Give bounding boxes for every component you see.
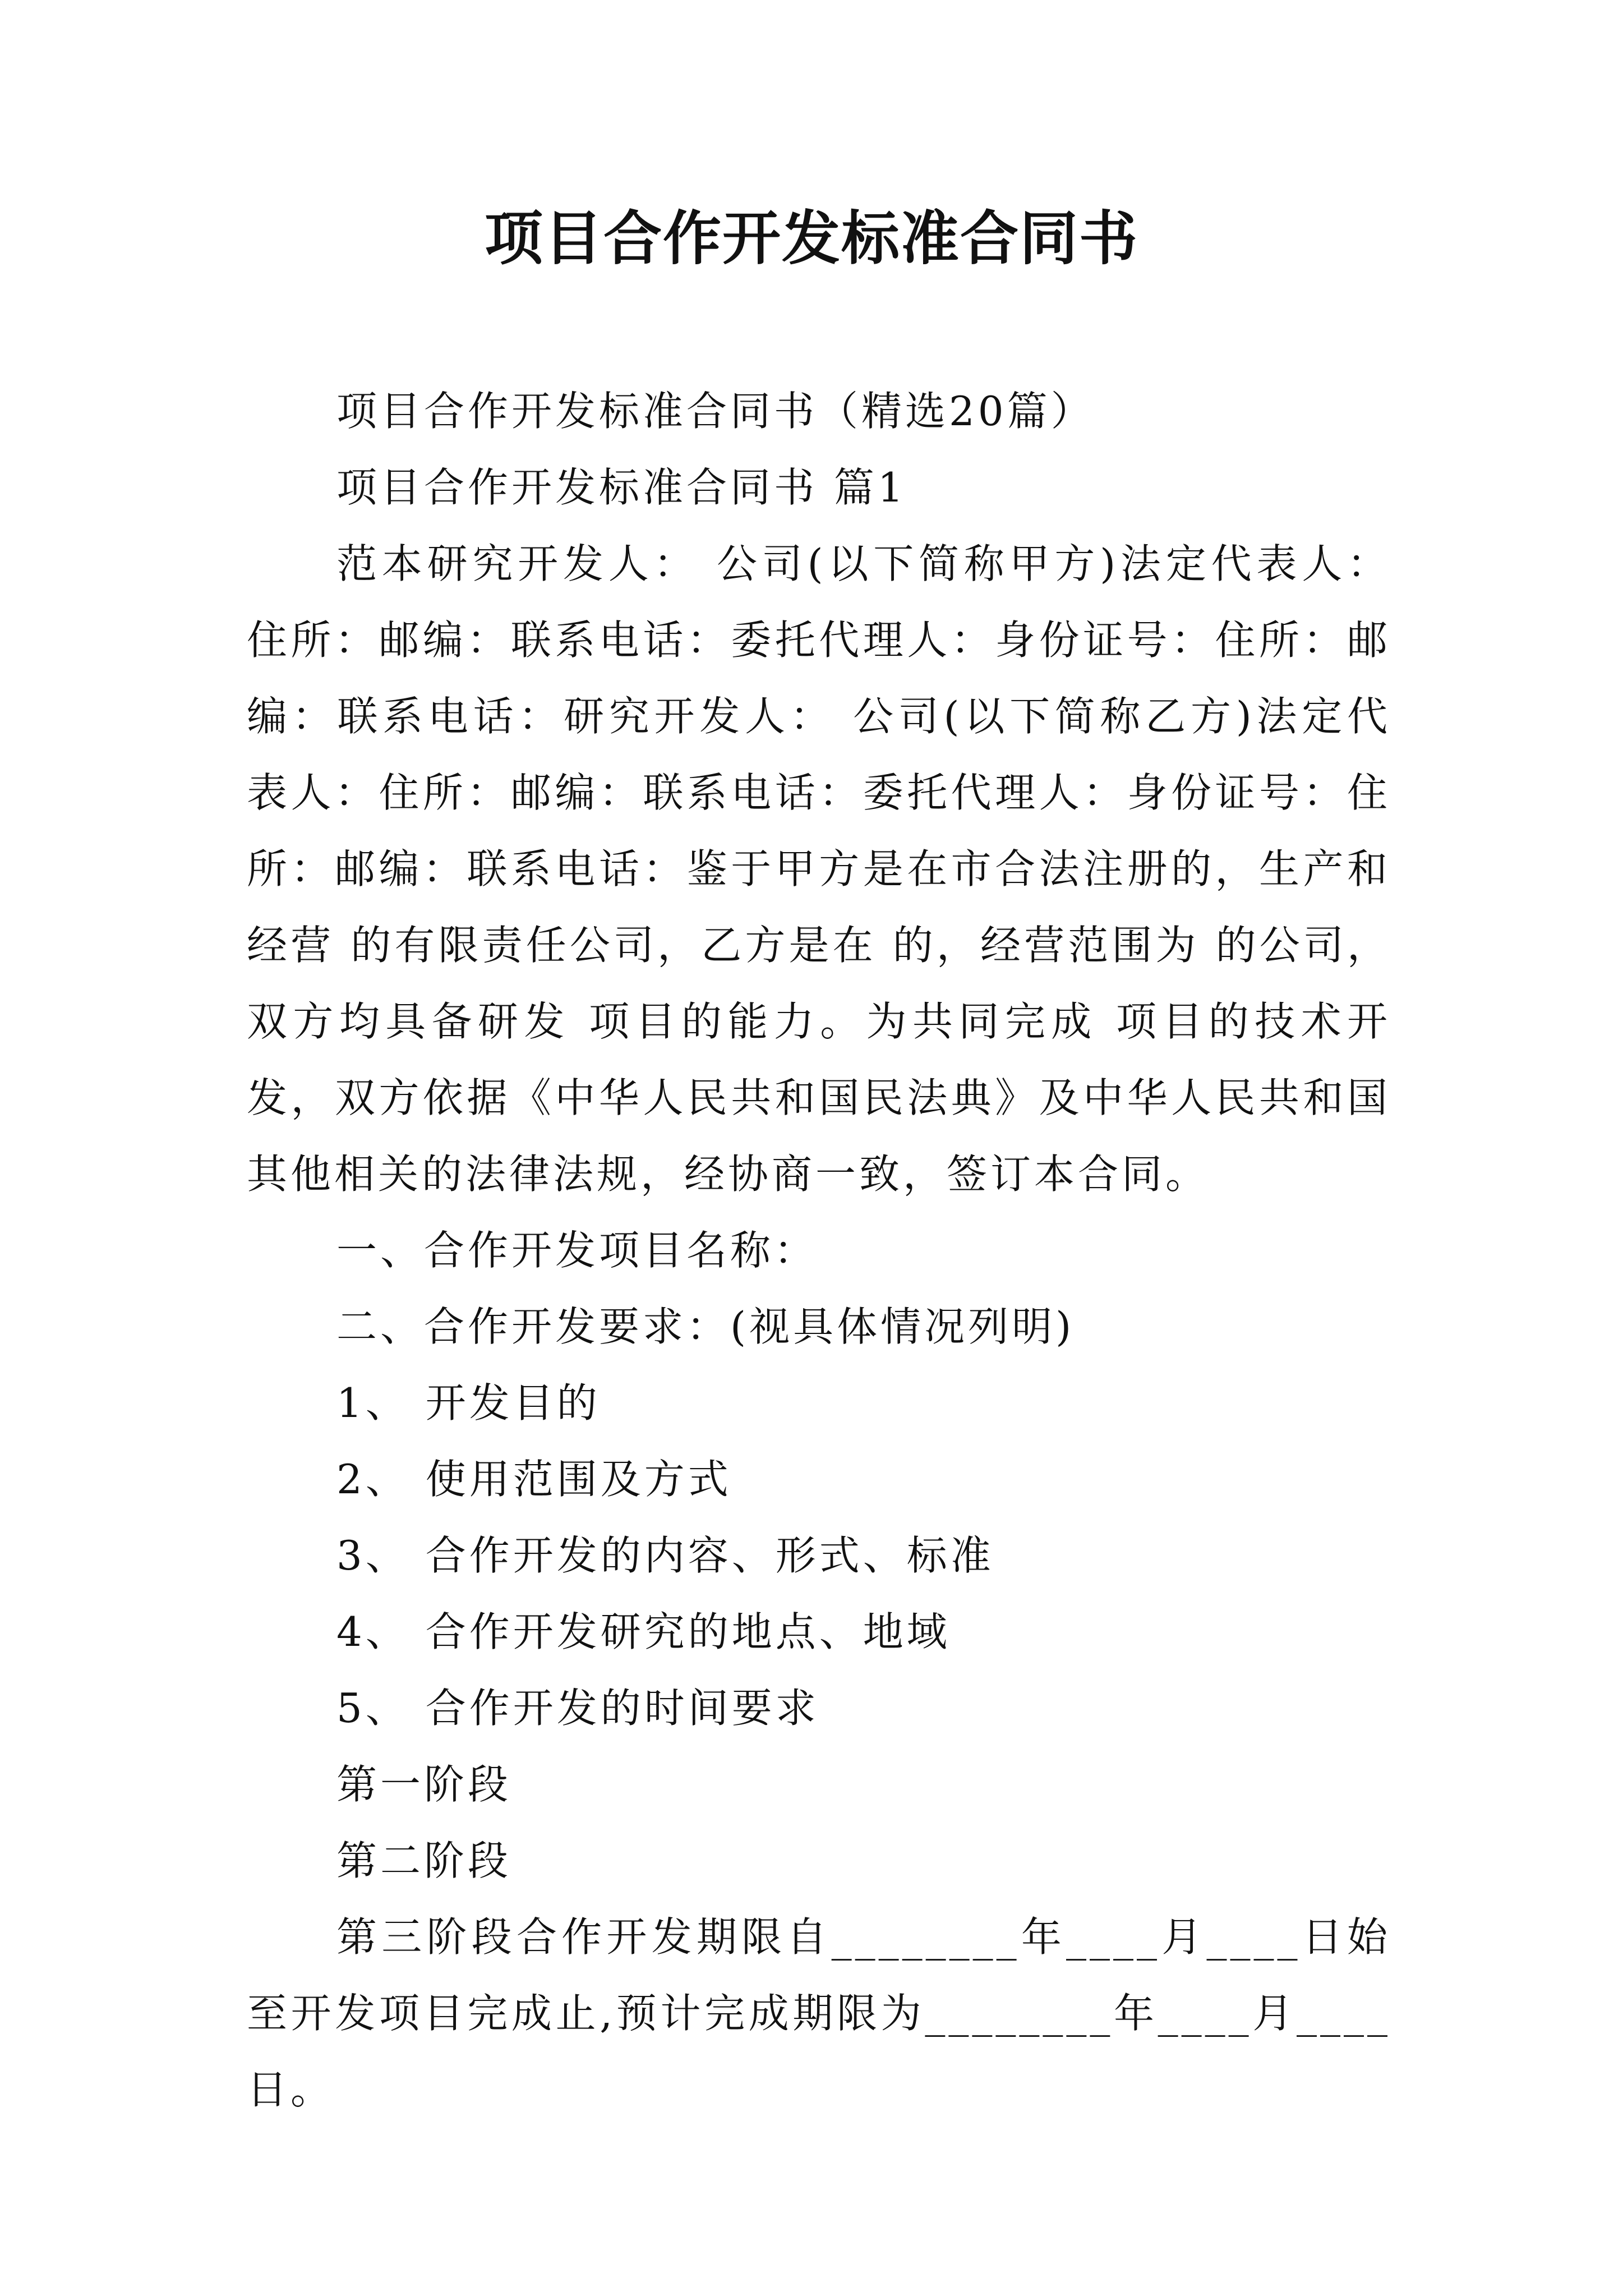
document-body bbox=[247, 373, 1391, 2128]
paragraph-item-2-heading: 二、合作开发要求：(视具体情况列明) bbox=[336, 1303, 1075, 1350]
list-item: 1、 开发目的 bbox=[336, 1379, 601, 1427]
list-item: 4、 合作开发研究的地点、地域 bbox=[336, 1608, 951, 1655]
paragraph-parties: 范本研究开发人： 公司(以下简称甲方)法定代表人：住所：邮编：联系电话：委托代理人：身份证号：住所：邮编：联系电话：研究开发人： 公司(以下简称乙方)法定代表人：住所：邮编：联系电话：委托代理人：身份证号：住所：邮编：联系电话：鉴于甲方是在市合法注册的，生产和经营 的有限责任公司，乙方是在 的，经营范围为 的公司，双方均具备研发 项目的能力。为共同完成 项目的技术开发，双方依据《中华人民共和国民法典》及中华人民共和国其他相关的法律法规，经协商一致，签订本合同。 bbox=[247, 540, 1391, 1198]
list-item: 5、 合作开发的时间要求 bbox=[336, 1685, 819, 1732]
paragraph-section-heading: 项目合作开发标准合同书 篇1 bbox=[336, 464, 907, 511]
paragraph-phase-2: 第二阶段 bbox=[336, 1837, 512, 1884]
paragraph-item-1-heading: 一、合作开发项目名称： bbox=[336, 1227, 818, 1274]
paragraph-phase-1: 第一阶段 bbox=[336, 1761, 512, 1808]
document-title: 项目合作开发标准合同书 bbox=[484, 204, 1138, 273]
paragraph-phase-3: 第三阶段合作开发期限自________年____月____日始至开发项目完成止,预计完成期限为________年____月____日。 bbox=[247, 1913, 1391, 2113]
paragraph-subtitle: 项目合作开发标准合同书（精选20篇） bbox=[336, 388, 1095, 435]
list-item: 3、 合作开发的内容、形式、标准 bbox=[336, 1532, 994, 1579]
list-item: 2、 使用范围及方式 bbox=[336, 1456, 732, 1503]
